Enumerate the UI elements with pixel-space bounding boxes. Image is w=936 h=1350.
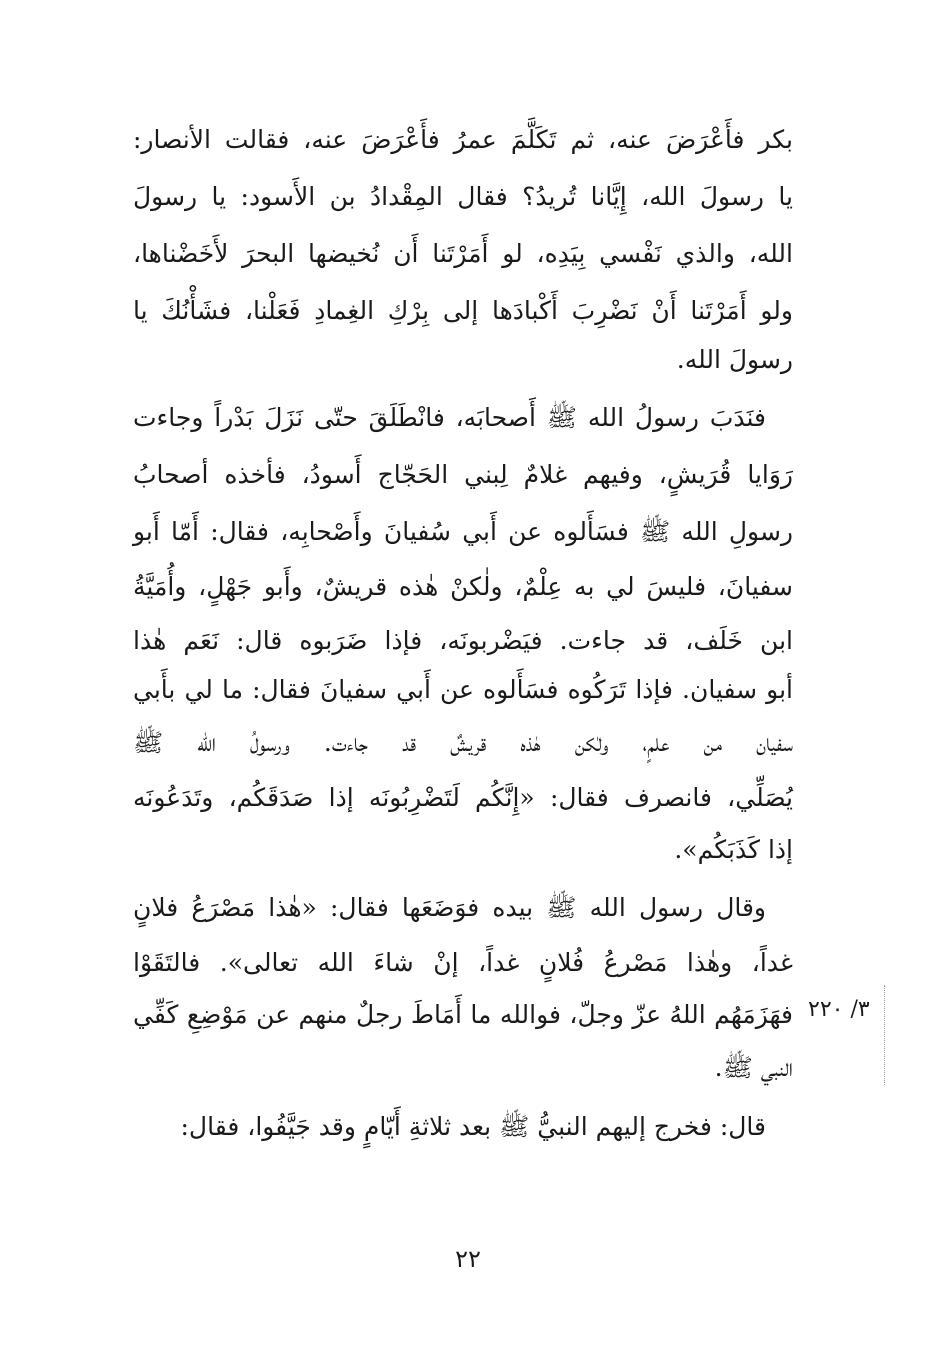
text-line: بكر فأَعْرَضَ عنه، ثم تَكَلَّمَ عمرُ فأَعْرَضَ عنه، فقالت الأنصار: <box>133 125 793 154</box>
text-line: رسولَ الله. <box>676 345 793 374</box>
text-line: النبي ﷺ. <box>714 1053 793 1082</box>
text-line: فنَدَبَ رسولُ الله ﷺ أَصحابَه، فانْطَلَقَ حتّى نَزَلَ بَدْراً وجاءت <box>133 403 766 432</box>
text-line: إذا كَذَبَكُم». <box>674 835 793 864</box>
text-line: ولو أَمَرْتَنا أَنْ نَضْرِبَ أَكْبادَها إلى بِرْكِ الغِمادِ فَعَلْنا، فشَأْنُكَ يا <box>133 296 793 325</box>
text-line: قال: فخرج إليهم النبيُّ ﷺ بعد ثلاثةِ أَيّامٍ وقد جَيَّفُوا، فقال: <box>180 1112 766 1141</box>
text-line: الله، والذي نَفْسي بِيَدِه، لو أَمَرْتَنا أَن نُخيضها البحرَ لأَخَضْناها، <box>133 239 793 268</box>
text-line: غداً، وهٰذا مَصْرعُ فُلانٍ غداً، إنْ شاءَ الله تعالى». فالتَقَوْا <box>133 948 793 977</box>
margin-reference: ٣/ ٢٢٠ <box>808 997 870 1022</box>
text-line: رَوَايا قُرَيشٍ، وفيهم غلامٌ لِبني الحَجّاج أَسودُ، فأخذه أصحابُ <box>133 460 793 489</box>
text-line: ابن خَلَف، قد جاءت. فيَضْربونَه، فإذا ضَرَبوه قال: نَعَم هٰذا <box>133 626 793 655</box>
text-line: سفيانَ، فليسَ لي به عِلْمٌ، ولٰكنْ هٰذه قريشٌ، وأَبو جَهْلٍ، وأُمَيَّةُ <box>133 572 793 601</box>
margin-divider <box>884 985 885 1085</box>
text-line: سفيان من علمٍ، ولٰكن هٰذه قريشٌ قد جاءت. ورسولُ الله ﷺ <box>133 728 793 757</box>
page-number: ٢٢ <box>455 1245 481 1273</box>
text-line: رسولِ الله ﷺ فسَأَلوه عن أَبي سُفيانَ وأَصْحابِه، فقال: أَمّا أَبو <box>133 517 793 546</box>
text-line: فهَزَمَهُم اللهُ عزّ وجلّ، فوالله ما أَمَاطَ رجلٌ منهم عن مَوْضِعِ كَفِّي <box>133 1000 793 1029</box>
text-line: أبو سفيان. فإذا تَرَكُوه فسَأَلوه عن أَبي سفيانَ فقال: ما لي بأَبي <box>133 675 793 704</box>
text-line: وقال رسول الله ﷺ بيده فوَضَعَها فقال: «هٰذا مَصْرَعُ فلانٍ <box>133 893 766 922</box>
text-line: يا رسولَ الله، إِيَّانا تُريدُ؟ فقال المِقْدادُ بن الأَسود: يا رسولَ <box>133 182 793 211</box>
text-line: يُصَلِّي، فانصرف فقال: «إِنَّكُم لَتَضْرِبُونَه إذا صَدَقَكُم، وتَدَعُونَه <box>133 783 793 812</box>
